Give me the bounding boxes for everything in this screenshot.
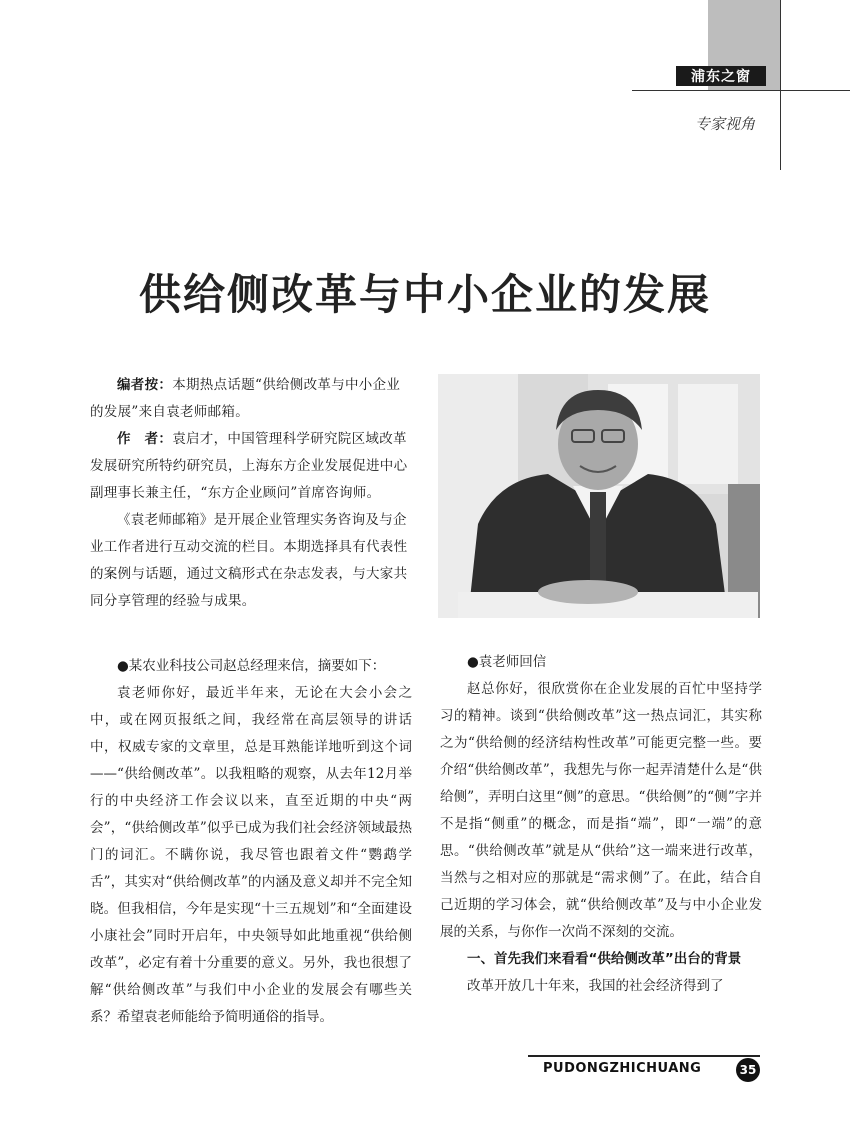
page-number: 35 <box>736 1058 760 1082</box>
header-vertical-rule <box>780 0 781 170</box>
editor-note-label: 编者按： <box>117 377 173 393</box>
section-label: 专家视角 <box>694 115 755 133</box>
letter-body: 袁老师你好，最近半年来，无论在大会小会之中，或在网页报纸之间，我经常在高层领导的讲话中，权威专家的文章里，总是耳熟能详地听到这个词——“供给侧改革”。以我粗略的观察，从去年12月举行的中央经济工作会议以来，直至近期的中央“两会”，“供给侧改革”似乎已成为我们社会经济领域最热门的词汇。不瞒你说，我尽管也跟着文件“鹦鹉学舌”，其实对“供给侧改革”的内涵及意义却并不完全知晓。但我相信，今年是实现“十三五规划”和“全面建设小康社会”同时开启年，中央领导如此地重视“供给侧改革”，必定有着十分重要的意义。另外，我也很想了解“供给侧改革”与我们中小企业的发展会有哪些关系？希望袁老师能给予简明通俗的指导。 <box>90 685 412 1025</box>
header-horizontal-rule <box>632 90 850 91</box>
article-title: 供给侧改革与中小企业的发展 <box>138 270 711 319</box>
author-text: 袁启才，中国管理科学研究院区域改革发展研究所特约研究员，上海东方企业发展促进中心副理事长兼主任，“东方企业顾问”首席咨询师。 <box>90 431 408 501</box>
editor-note-paragraph <box>90 372 412 426</box>
reply-body: 赵总你好，很欣赏你在企业发展的百忙中坚持学习的精神。谈到“供给侧改革”这一热点词汇，其实称之为“供给侧的经济结构性改革”可能更完整一些。要介绍“供给侧改革”，我想先与你一起弄清楚什么是“供给侧”，弄明白这里“侧”的意思。“供给侧”的“侧”字并不是指“侧重”的概念，而是指“端”，即“一端”的意思。“供给侧改革”就是从“供给”这一端来进行改革，当然与之相对应的那就是“需求侧”了。在此，结合自己近期的学习体会，就“供给侧改革”及与中小企业发展的关系，与你作一次尚不深刻的交流。 <box>440 681 762 940</box>
reply-heading: ●袁老师回信 <box>467 654 547 670</box>
footer-rule <box>528 1055 760 1057</box>
author-paragraph <box>90 426 412 507</box>
author-portrait-image <box>438 374 760 618</box>
reply-column <box>440 649 762 1000</box>
editor-note-text: 本期热点话题“供给侧改革与中小企业的发展”来自袁老师邮箱。 <box>90 377 401 420</box>
reply-section-body: 改革开放几十年来，我国的社会经济得到了 <box>467 978 724 994</box>
author-label: 作 者： <box>117 431 173 447</box>
letter-heading: ●某农业科技公司赵总经理来信，摘要如下： <box>117 658 386 674</box>
editor-note <box>90 372 412 615</box>
magazine-logo: 浦东之窗 <box>676 66 766 86</box>
reply-section-heading: 一、首先我们来看看“供给侧改革”出台的背景 <box>467 951 742 967</box>
footer-brand: PUDONGZHICHUANG <box>543 1061 702 1076</box>
letter-column <box>90 653 412 1031</box>
column-intro-paragraph: 《袁老师邮箱》是开展企业管理实务咨询及与企业工作者进行互动交流的栏目。本期选择具有代表性的案例与话题，通过文稿形式在杂志发表，与大家共同分享管理的经验与成果。 <box>90 512 408 609</box>
author-photo <box>438 374 760 618</box>
